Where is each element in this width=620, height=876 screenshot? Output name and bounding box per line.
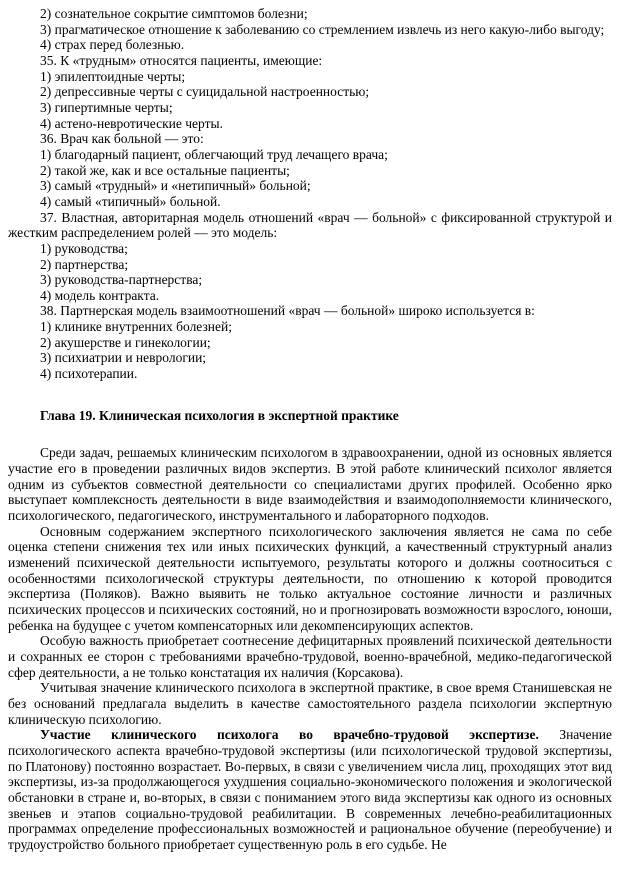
paragraph: Особую важность приобретает соотнесение дефицитарных проявлений психической деятельности и сохранных ее сторон с требованиями врачебно-трудовой, военно-врачебной, медико-педагогической сфер деятельности, а не только констатация их наличия (Корсакова). xyxy=(8,633,612,680)
quiz-line: 4) психотерапии. xyxy=(40,366,138,382)
paragraph: Учитывая значение клинического психолога в экспертной практике, в свое время Станишевская не без оснований предлагала выделить в качестве самостоятельного раздела психологии экспертную клиническую психологию. xyxy=(8,680,612,727)
quiz-line: 38. Партнерская модель взаимоотношений «врач — больной» широко используется в: xyxy=(40,303,535,319)
quiz-line: 3) самый «трудный» и «нетипичный» больной; xyxy=(40,178,311,194)
paragraph-rest-text: Значение психологического аспекта врачебно-трудовой экспертизы (или психологической трудовой экспертизы, по Платонову) постоянно возрастает. Во-первых, в связи с увеличением числа лиц, проходящих этот вид экспертизы, из-за продолжающегося ухудшения социально-экономического положения и экологической обстановки в стране и, во-вторых, в связи с пониманием этого вида экспертизы как одного из основных звеньев и этапов социально-трудовой реабилитации. В современных лечебно-реабилитационных программах определение профессиональных возможностей и рациональное обучение (переобучение) и трудоустройство больного приобретает существенную роль в его судьбе. Не xyxy=(8,727,612,852)
quiz-line: 35. К «трудным» относятся пациенты, имеющие: xyxy=(40,52,323,68)
quiz-line: 36. Врач как больной — это: xyxy=(40,131,204,147)
quiz-line: 37. Властная, авторитарная модель отношений «врач — больной» с фиксированной структурой и жестким распределением ролей — это модель: xyxy=(8,209,612,241)
quiz-section xyxy=(8,6,612,382)
quiz-line: 1) благодарный пациент, облегчающий труд лечащего врача; xyxy=(40,146,388,162)
quiz-line: 2) сознательное сокрытие симптомов болезни; xyxy=(40,6,308,21)
quiz-line: 4) страх перед болезнью. xyxy=(40,37,185,53)
quiz-line: 1) руководства; xyxy=(40,240,128,256)
quiz-line: 1) эпилептоидные черты; xyxy=(40,68,186,84)
quiz-line: 3) руководства-партнерства; xyxy=(40,272,203,288)
quiz-line: 2) партнерства; xyxy=(40,256,129,272)
paragraph-expertise xyxy=(8,727,612,852)
paragraph-lead-bold: Участие клинического психолога во врачебно-трудовой экспертизе. xyxy=(40,727,539,743)
quiz-line: 4) астено-невротические черты. xyxy=(40,115,223,131)
chapter-heading: Глава 19. Клиническая психология в экспертной практике xyxy=(40,407,399,423)
paragraph: Основным содержанием экспертного психологического заключения является не сама по себе оценка степени снижения тех или иных психических функций, а качественный структурный анализ изменений психической деятельности испытуемого, результаты которого и должны соотноситься с особенностями психологической структуры деятельности, по отношению к которой проводится экспертиза (Поляков). Важно выявить не только актуальное состояние личности и различных психических процессов и психических состояний, но и прогнозировать возможности взрослого, юноши, ребенка на будущее с учетом компенсаторных или декомпенсирующих аспектов. xyxy=(8,523,612,633)
quiz-line: 4) модель контракта. xyxy=(40,287,160,303)
body-section xyxy=(8,445,612,852)
quiz-line: 1) клинике внутренних болезней; xyxy=(40,319,232,335)
quiz-line: 4) самый «типичный» больной. xyxy=(40,193,221,209)
quiz-line: 2) депрессивные черты с суицидальной настроенностью; xyxy=(40,84,370,100)
quiz-line: 3) гипертимные черты; xyxy=(40,99,173,115)
quiz-line: 3) психиатрии и неврологии; xyxy=(40,350,207,366)
quiz-line: 2) акушерстве и гинекологии; xyxy=(40,334,211,350)
quiz-line: 3) прагматическое отношение к заболеванию со стремлением извлечь из него какую-либо выгоду; xyxy=(40,21,605,37)
quiz-line: 2) такой же, как и все остальные пациенты; xyxy=(40,162,290,178)
paragraph: Среди задач, решаемых клиническим психологом в здравоохранении, одной из основных является участие его в проведении различных видов экспертиз. В этой работе клинический психолог является одним из субъектов совместной деятельности со специалистами других профилей. Особенно ярко выступает комплексность деятельности в виде взаимодействия и взаимодополняемости клинического, психологического, педагогического, инструментального и лабораторного подходов. xyxy=(8,445,612,524)
